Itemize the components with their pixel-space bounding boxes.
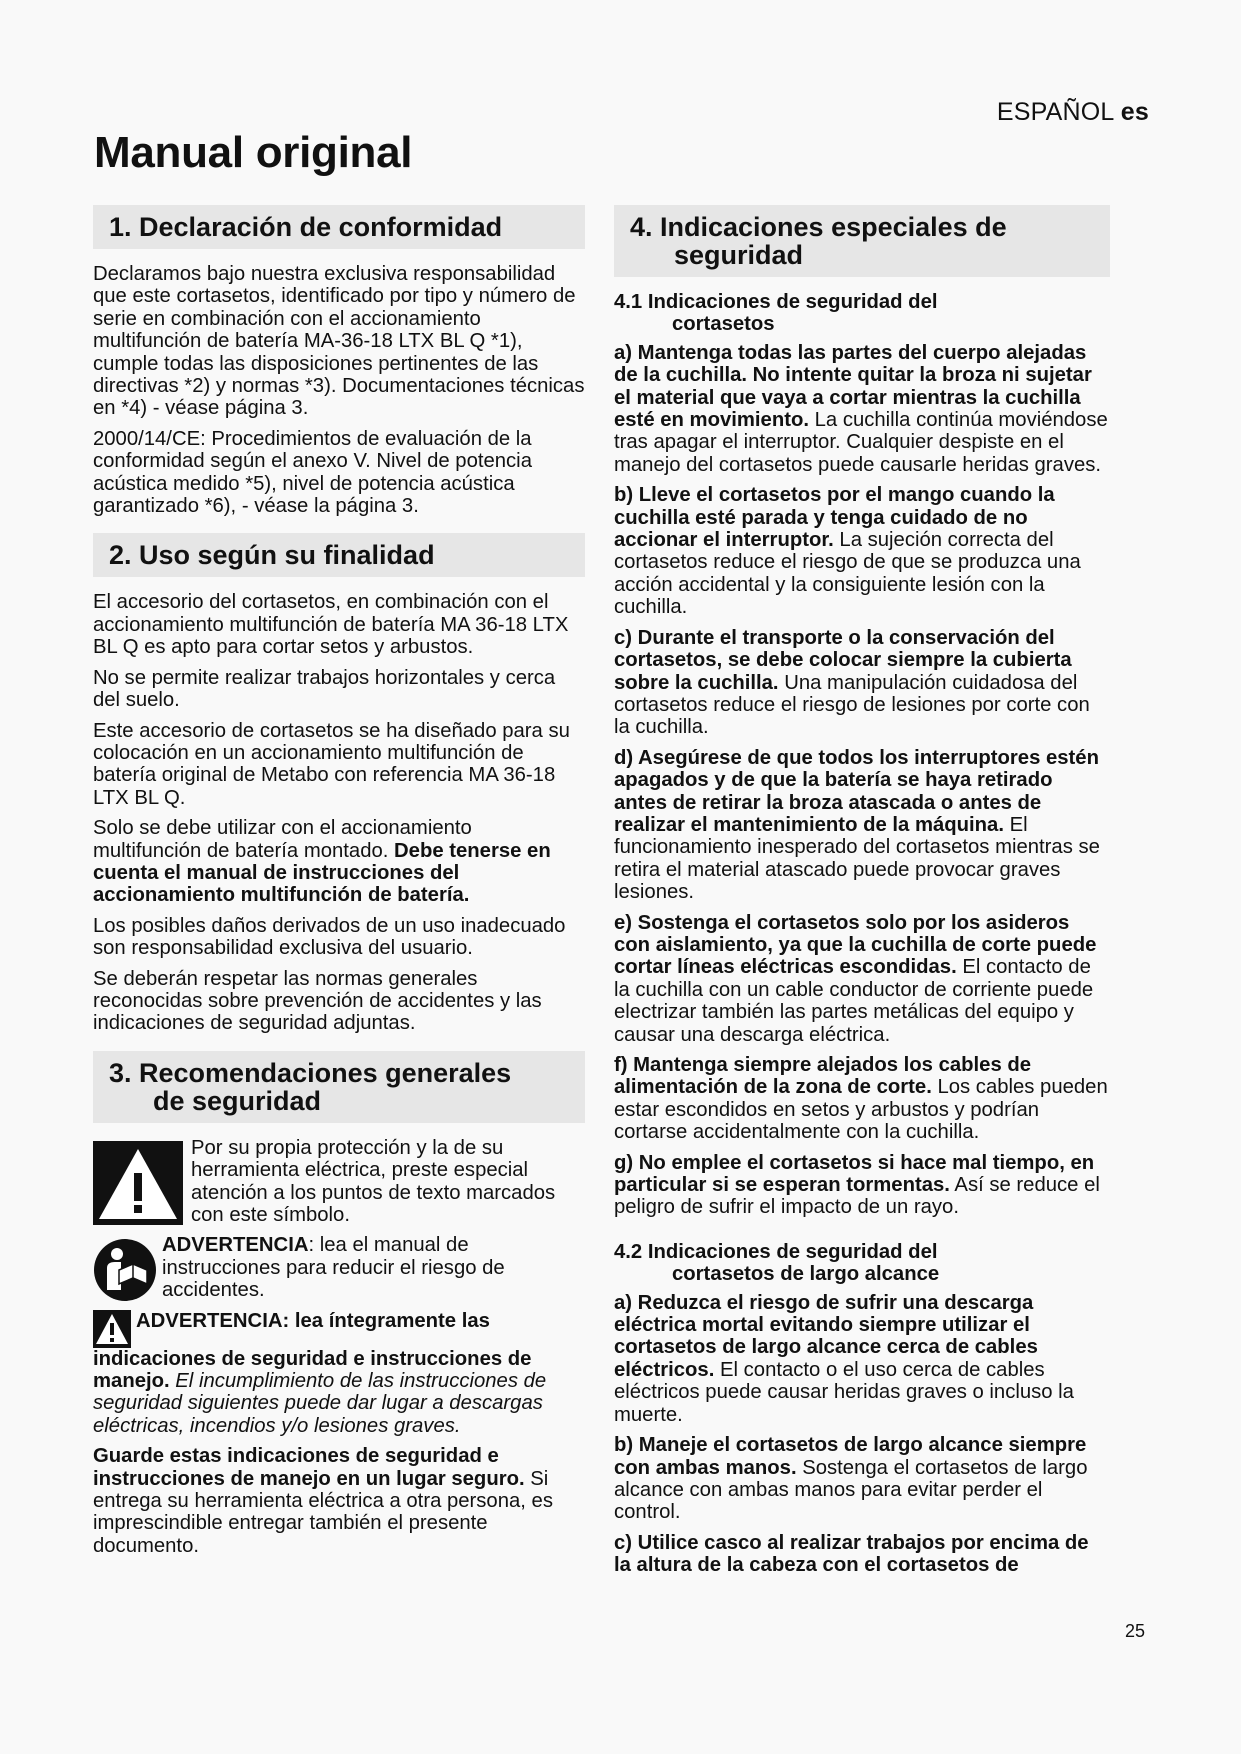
s2-paragraph: No se permite realizar trabajos horizontales y cerca del suelo. <box>93 666 556 712</box>
s2-paragraph: Este accesorio de cortasetos se ha diseñado para su colocación en un accionamiento multifunción de batería original de Metabo con referencia MA 36-18 LTX BL Q. <box>93 719 570 809</box>
s4-item-a: a) Mantenga todas las partes del cuerpo alejadas de la cuchilla. No intente quitar la broza ni sujetar el material que vaya a cortar mientras la cuchilla esté en movimiento. La cuchilla continúa moviéndose tras apagar el interruptor. Cualquier despiste en el manejo del cortasetos puede causarle heridas graves. <box>614 341 1108 476</box>
s4-item-f: f) Mantenga siempre alejados los cables de alimentación de la zona de corte. Los cables pueden estar escondidos en setos y arbustos y podrían cortarse accidentalmente con la cuchilla. <box>614 1054 1108 1144</box>
read-manual-icon <box>93 1238 157 1302</box>
language-code: es <box>1120 98 1149 126</box>
warning-symbol-note: Por su propia protección y la de su herramienta eléctrica, preste especial atención a los puntos de texto marcados con este símbolo. <box>93 1137 585 1227</box>
s4-item-b: b) Lleve el cortasetos por el mango cuando la cuchilla esté parada y tenga cuidado de no accionar el interruptor. La sujeción correcta del cortasetos reduce el riesgo de que se produzca una acción accidental y la consiguiente lesión con la cuchilla. <box>614 484 1081 619</box>
s4-item-e: e) Sostenga el cortasetos solo por los asideros con aislamiento, ya que la cuchilla de corte puede cortar líneas eléctricas escondidas. El contacto de la cuchilla con un cable conductor de corriente puede electrizar también las partes metálicas del equipo y causar una descarga eléctrica. <box>614 911 1097 1046</box>
warning-triangle-icon <box>93 1141 183 1225</box>
s2-paragraph: Se deberán respetar las normas generales reconocidas sobre prevención de accidentes y las indicaciones de seguridad adjuntas. <box>93 967 542 1035</box>
s4-2-item-a: a) Reduzca el riesgo de sufrir una descarga eléctrica mortal evitando siempre utilizar el cortasetos de largo alcance cerca de cables eléctricos. El contacto o el uso cerca de cables eléctricos puede causar heridas graves o incluso la muerte. <box>614 1291 1074 1426</box>
s3-paragraph: Guarde estas indicaciones de seguridad e instrucciones de manejo en un lugar seguro. Si entrega su herramienta eléctrica a otra persona, es imprescindible entregar también el presente documento. <box>93 1445 553 1557</box>
s1-paragraph: Declaramos bajo nuestra exclusiva responsabilidad que este cortasetos, identificado por tipo y número de serie en combinación con el accionamiento multifunción de batería MA-36-18 LTX BL Q *1), cumple todas las disposiciones pertinentes de las directivas *2) y normas *3). Documentaciones técnicas en *4) - véase página 3. <box>93 263 585 420</box>
page-number: 25 <box>1124 1621 1145 1641</box>
s1-paragraph: 2000/14/CE: Procedimientos de evaluación de la conformidad según el anexo V. Nivel de potencia acústica medido *5), nivel de potencia acústica garantizado *6), - véase la página 3. <box>93 427 532 518</box>
s4-2-item-b: b) Maneje el cortasetos de largo alcance siempre con ambas manos. Sostenga el cortasetos de largo alcance con ambas manos para evitar perder el control. <box>614 1434 1088 1524</box>
s4-2-item-c: c) Utilice casco al realizar trabajos por encima de la altura de la cabeza con el cortasetos de <box>614 1531 1089 1577</box>
section-2-heading: 2. Uso según su finalidad <box>93 533 585 577</box>
s2-paragraph: El accesorio del cortasetos, en combinación con el accionamiento multifunción de batería MA 36-18 LTX BL Q es apto para cortar setos y arbustos. <box>93 591 569 659</box>
s3-warning-paragraph: ADVERTENCIA: lea íntegramente las indicaciones de seguridad e instrucciones de manejo. El incumplimiento de las instrucciones de seguridad siguientes puede dar lugar a descargas eléctricas, incendios y/o lesiones graves. <box>93 1309 547 1437</box>
subsection-4-2-heading: 4.2 Indicaciones de seguridad del cortasetos de largo alcance <box>614 1240 940 1286</box>
language-label: ESPAÑOL es <box>996 98 1149 126</box>
section-3-heading: 3. Recomendaciones generales de seguridad <box>93 1051 585 1123</box>
s2-paragraph: Los posibles daños derivados de un uso inadecuado son responsabilidad exclusiva del usuario. <box>93 914 566 960</box>
subsection-4-1-heading: 4.1 Indicaciones de seguridad del cortasetos <box>614 291 938 336</box>
s4-item-c: c) Durante el transporte o la conservación del cortasetos, se debe colocar siempre la cubierta sobre la cuchilla. Una manipulación cuidadosa del cortasetos reduce el riesgo de lesiones por corte con la cuchilla. <box>614 626 1090 739</box>
section-1-heading: 1. Declaración de conformidad <box>93 205 585 249</box>
warning-triangle-small-icon <box>93 1310 131 1348</box>
page-title: Manual original <box>94 128 413 177</box>
left-column <box>93 205 585 1565</box>
section-4-heading: 4. Indicaciones especiales de seguridad <box>614 205 1110 277</box>
right-column <box>614 205 1110 1585</box>
s4-item-g: g) No emplee el cortasetos si hace mal tiempo, en particular si se esperan tormentas. Así se reduce el peligro de sufrir el impacto de un rayo. <box>614 1151 1100 1219</box>
s4-item-d: d) Asegúrese de que todos los interruptores estén apagados y de que la batería se haya retirado antes de retirar la broza atascada o antes de realizar el mantenimiento de la máquina. El funcionamiento inesperado del cortasetos mientras se retira el material atascado puede provocar graves lesiones. <box>614 746 1100 904</box>
read-manual-note: ADVERTENCIA: lea el manual de instrucciones para reducir el riesgo de accidentes. <box>93 1234 585 1301</box>
s2-paragraph: Solo se debe utilizar con el accionamiento multifunción de batería montado. Debe tenerse en cuenta el manual de instrucciones del accionamiento multifunción de batería. <box>93 817 551 907</box>
